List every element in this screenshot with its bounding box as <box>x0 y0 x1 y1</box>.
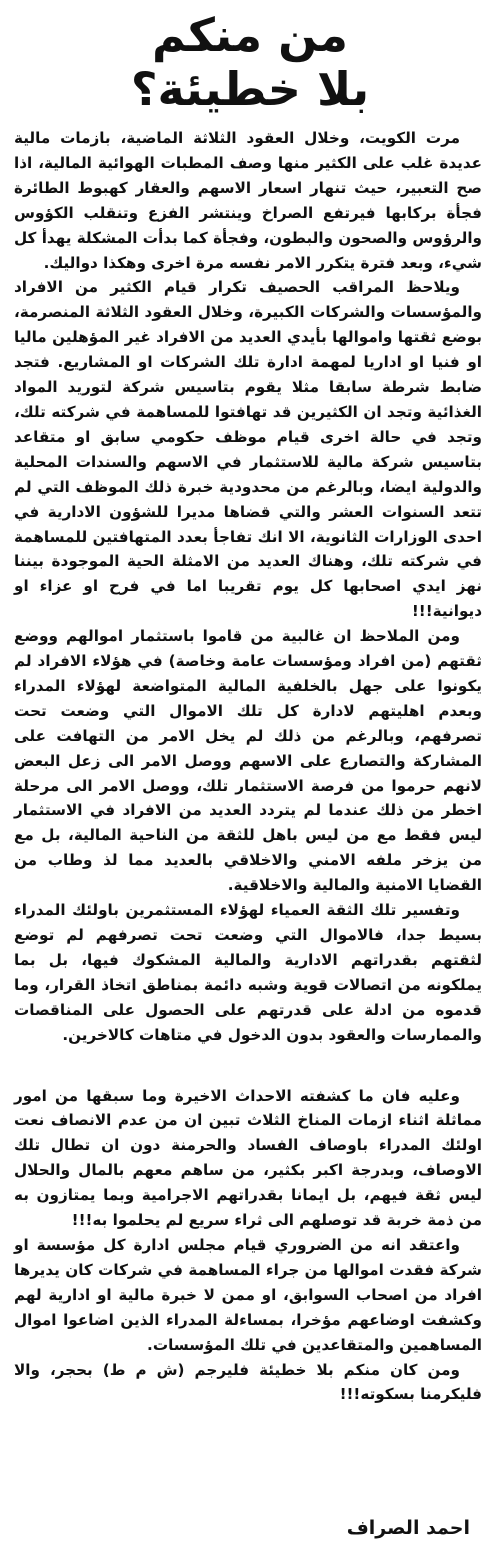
paragraph-5: وعليه فان ما كشفته الاحداث الاخيرة وما سبقها من امور مماثلة اثناء ازمات المناخ الثلاث تبين ان من عدم الانصاف نعت اولئك المدراء باوصاف الفساد والحرمنة دون ان تطال تلك الاوصاف، وبدرجة اكبر بكثير، من ساهم معهم بالمال والحلال ليس ثقة فيهم، بل ايمانا بقدراتهم الاجرامية وبما يمتازون به من ذمة خربة قد توصلهم الى ثراء سريع لم يحلموا به!!! <box>14 1086 482 1230</box>
paragraph-1: مرت الكويت، وخلال العقود الثلاثة الماضية، بازمات مالية عديدة غلب على الكثير منها وصف المطبات الهوائية المالية، اذا صح التعبير، حيث تنهار اسعار الاسهم والعقار كهبوط الطائرة فجأة بركابها فيرتفع الصراخ وينتشر الفزع وتنقلب الكؤوس والرؤوس والصحون والبطون، وفجأة كما بدأت المشكلة يهدأ كل شيء، وبعد فترة يتكرر الامر نفسه مرة اخرى وهكذا دواليك. <box>14 129 482 272</box>
paragraph-3: ومن الملاحظ ان غالبية من قاموا باستثمار اموالهم ووضع ثقتهم (من افراد ومؤسسات عامة وخاصة) في هؤلاء الافراد لم يكونوا على جهل بالخلفية المالية المتواضعة لهؤلاء المدراء وبعدم اهليتهم لادارة كل تلك الاموال التي وضعت تحت تصرفهم، وبالرغم من ذلك لم يخل الامر من التهافت على المشاركة والتصارع على الاسهم ووصل الامر الى زعل البعض لانهم حرموا من فرصة الاستثمار تلك، ووصل الامر الى مرحلة اخطر من ذلك عندما لم يتردد العديد من الافراد في الاستثمار ليس فقط مع من ليس باهل للثقة من الناحية المالية، بل مع من يزخر ملفه الامني والاخلاقي بالعديد مما لذ وطاب من القضايا الامنية والمالية والاخلاقية. <box>14 627 482 895</box>
article-headline <box>20 8 480 116</box>
paragraph-2: ويلاحظ المراقب الحصيف تكرار قيام الكثير من الافراد والمؤسسات والشركات الكبيرة، وخلال العقود الثلاثة المنصرمة، بوضع ثقتها واموالها بأيدي العديد من الافراد غير المؤهلين ماليا او فنيا او اداريا لمهمة ادارة تلك الشركات او المشاريع. فتجد ضابط شرطة سابقا مثلا يقوم بتاسيس شركة لتوريد المواد الغذائية وتجد ان الكثيرين قد تهافتوا للمساهمة في شركته تلك، وتجد في حالة اخرى قيام موظف حكومي سابق او متقاعد بتاسيس شركة مالية للاستثمار في الاسهم والسندات المحلية والدولية ايضا، وبالرغم من محدودية خبرة ذلك الموظف التي لم تتعد السنوات العشر والتي قضاها مديرا للشؤون الادارية في احدى الوزارات الثانوية، الا انك تفاجأ بعدد المتهافتين للمساهمة في شركته تلك، وهناك العديد من الامثلة الحية الموجودة بيننا نهز ايدي اصحابها كل يوم تقريبا اما في فرح او عزاء او ديوانية!!! <box>14 278 482 621</box>
paragraph-7: ومن كان منكم بلا خطيئة فليرجم (ش م ط) بحجر، والا فليكرمنا بسكوته!!! <box>14 1360 482 1404</box>
headline-line-2: بلا خطيئة؟ <box>130 62 370 116</box>
author-byline: احمد الصراف <box>346 1517 470 1539</box>
paragraph-6: واعتقد انه من الضروري قيام مجلس ادارة كل مؤسسة او شركة فقدت اموالها من جراء المساهمة في شركات كان يديرها افراد من اصحاب السوابق، او ممن لا خبرة مالية او ادارية لهم وكشفت اوضاعهم مؤخرا، بمساءلة المدراء الذين اضاعوا اموال المساهمين والمتقاعدين في تلك المؤسسات. <box>14 1235 482 1354</box>
headline-line-1: من منكم <box>152 8 348 62</box>
paragraph-gap <box>14 1048 482 1084</box>
paragraph-4: وتفسير تلك الثقة العمياء لهؤلاء المستثمرين باولئك المدراء بسيط جدا، فالاموال التي وضعت تحت تصرفهم لم توضع لثقتهم بقدراتهم الادارية والمالية المشكوك فيها، بل بما يملكونه من اتصالات قوية وشبه دائمة بمناطق اتخاذ القرار، وما قدموه من ادلة على قدرتهم على الحصول على المناقصات والممارسات والعقود بدون الدخول في متاهات كالاخرين. <box>14 901 482 1044</box>
article-body <box>14 126 482 1407</box>
